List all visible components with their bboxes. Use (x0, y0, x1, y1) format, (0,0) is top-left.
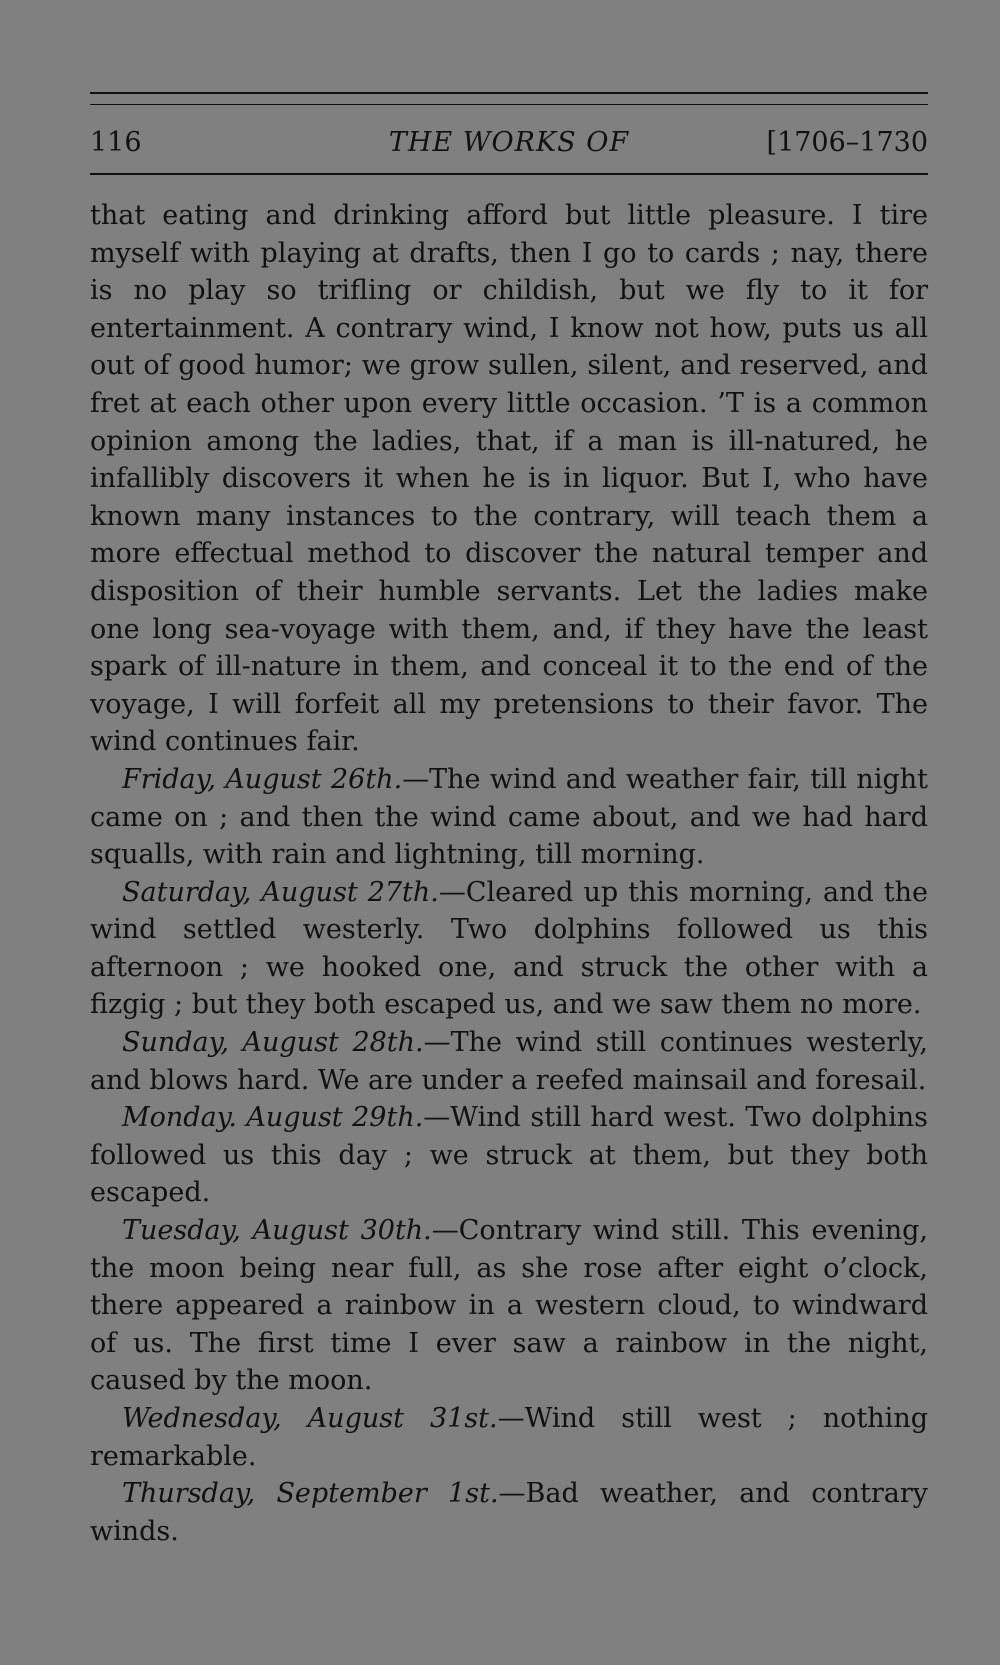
entry-date-label: Sunday, August 28th. (122, 1027, 424, 1059)
journal-entry-tuesday (90, 1212, 928, 1400)
entry-text: —Bad weather, and contrary winds. (90, 1478, 929, 1547)
entry-text: —The wind and weather fair, till night came on ; and then the wind came about, and we had hard squalls, with rain and lightning, till morning. (90, 763, 928, 871)
journal-entry-friday (90, 761, 928, 874)
entry-date-label: Tuesday, August 30th. (122, 1215, 432, 1247)
date-range: [1706–1730 (766, 127, 928, 158)
entry-date-label: Thursday, September 1st. (122, 1478, 499, 1510)
entry-text: —Wind still west ; nothing remarkable. (90, 1403, 928, 1472)
entry-date-label: Wednesday, August 31st. (122, 1403, 498, 1434)
entry-text: —The wind still continues westerly, and blows hard. We are under a reefed mainsail and foresail. (90, 1027, 929, 1096)
body-text (90, 197, 928, 1550)
top-double-rule-inner (90, 104, 928, 105)
entry-text: —Contrary wind still. This evening, the moon being near full, as she rose after eight o’clock, there appeared a rainbow in a western cloud, to windward of us. The first time I ever saw a rainbow in the night, caused by the moon. (90, 1215, 928, 1397)
journal-entry-wednesday (90, 1400, 928, 1475)
paragraph-text: that eating and drinking afford but little pleasure. I tire myself with playing at drafts, then I go to cards ; nay, there is no play so trifling or childish, but we fly to it for entertainment. A contrary wind, I know not how, puts us all out of good humor; we grow sullen, silent, and reserved, and fret at each other upon every little occasion. ’T is a common opinion among the ladies, that, if a man is ill-natured, he infallibly discovers it when he is in liquor. But I, who have known many instances to the contrary, will teach them a more effectual method to discover the natural temper and disposition of their humble servants. Let the ladies make one long sea-voyage with them, and, if they have the least spark of ill-nature in them, and conceal it to the end of the voyage, I will forfeit all my pretensions to their favor. The wind continues fair. (90, 200, 928, 758)
journal-entry-monday (90, 1099, 928, 1212)
paragraph-continuation (90, 197, 928, 761)
entry-text: —Cleared up this morning, and the wind settled westerly. Two dolphins followed us this afternoon ; we hooked one, and struck the other with a fizgig ; but they both escaped us, and we saw them no more. (90, 876, 928, 1021)
header-rule (90, 173, 928, 175)
entry-date-label: Saturday, August 27th. (122, 876, 439, 908)
running-title: THE WORKS OF (388, 127, 630, 158)
running-head (90, 125, 928, 169)
page-number: 116 (90, 127, 142, 158)
journal-entry-saturday (90, 874, 928, 1024)
journal-entry-thursday (90, 1475, 928, 1550)
book-page (90, 92, 928, 1550)
entry-date-label: Monday. August 29th. (122, 1102, 424, 1134)
entry-text: —Wind still hard west. Two dolphins followed us this day ; we struck at them, but they both escaped. (90, 1102, 928, 1209)
entry-date-label: Friday, August 26th. (122, 763, 403, 795)
top-double-rule (90, 92, 928, 94)
journal-entry-sunday (90, 1024, 928, 1099)
